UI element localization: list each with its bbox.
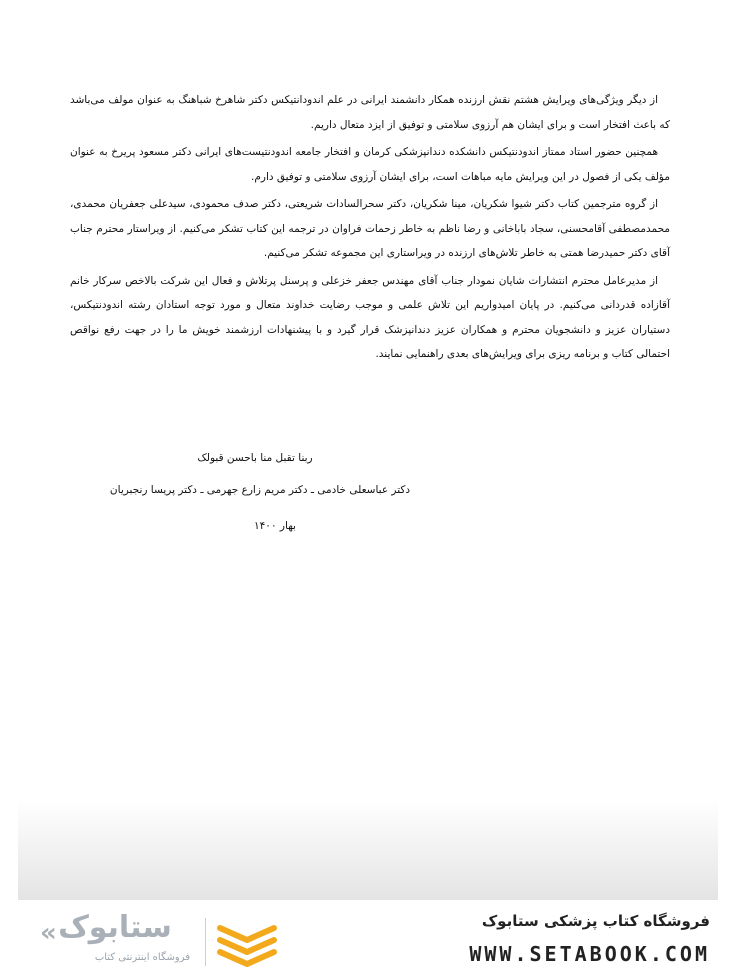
- paragraph-1: از دیگر ویژگی‌های ویرایش هشتم نقش ارزنده همکار دانشمند ایرانی در علم اندودانتیکس دکتر شاهرخ شباهنگ به عنوان مولف می‌باشد که باعث افتخار است و برای ایشان هم آرزوی سلامتی و توفیق از ایزد متعال داریم.: [70, 94, 670, 131]
- paragraph-4: از مدیرعامل محترم انتشارات شایان نمودار جناب آقای مهندس جعفر خزعلی و پرسنل پرتلاش و فعال این شرکت بالاخص سرکار خانم آقازاده قدردانی می‌کنیم. در پایان امیدواریم این تلاش علمی و موجب رضایت خداوند متعال و مورد توجه استادان رشته اندودنتیکس، دستیاران عزیز و دانشجویان محترم و همکاران عزیز دندانپزشک قرار گیرد و با پیشنهادات ارزشمند خویش ما را در جهت رفع نواقص احتمالی کتاب و برنامه ریزی برای ویرایش‌های بعدی راهنمایی نمایند.: [70, 274, 670, 360]
- logo-chevrons-icon: «: [40, 918, 57, 948]
- logo-subtitle: فروشگاه اینترنتی کتاب: [94, 952, 190, 963]
- prayer-line: ربنا تقبل منا باحسن قبولک: [197, 452, 313, 464]
- paragraph-2: همچنین حضور استاد ممتاز اندودنتیکس دانشکده دندانپزشکی کرمان و افتخار جامعه اندودنتیست‌های ایرانی دکتر مسعود پریرخ به عنوان مؤلف یکی از فصول در این ویرایش مایه مباهات است، برای ایشان آرزوی سلامتی و توفیق دارم.: [70, 146, 670, 183]
- authors-line: دکتر عباسعلی خادمی ـ دکتر مریم زارع جهرمی ـ دکتر پریسا رنجبریان: [109, 484, 411, 496]
- logo-divider: [205, 918, 206, 966]
- setabook-logo: ستابوک: [58, 910, 172, 945]
- page-shadow: [18, 800, 718, 900]
- store-name: فروشگاه کتاب پزشکی ستابوک: [481, 912, 710, 930]
- date-line: بهار ۱۴۰۰: [254, 520, 296, 532]
- paragraph-3: از گروه مترجمین کتاب دکتر شیوا شکریان، مینا شکریان، دکتر سحرالسادات شریعتی، دکتر صدف محمودی، سیدعلی جعفریان محمدی، محمدمصطفی آقامحسنی، سجاد باباخانی و رضا ناظم به خاطر زحمات فراوان در ترجمه این کتاب تشکر می‌کنیم. از ویراستار محترم جناب آقای دکتر حمیدرضا همتی به خاطر تلاش‌های ارزنده در ویراستاری این مجموعه تشکر می‌کنیم.: [70, 198, 670, 259]
- setabook-logo-mark-icon: [216, 918, 278, 968]
- store-url[interactable]: WWW.SETABOOK.COM: [469, 942, 710, 966]
- preface-body: [70, 88, 670, 370]
